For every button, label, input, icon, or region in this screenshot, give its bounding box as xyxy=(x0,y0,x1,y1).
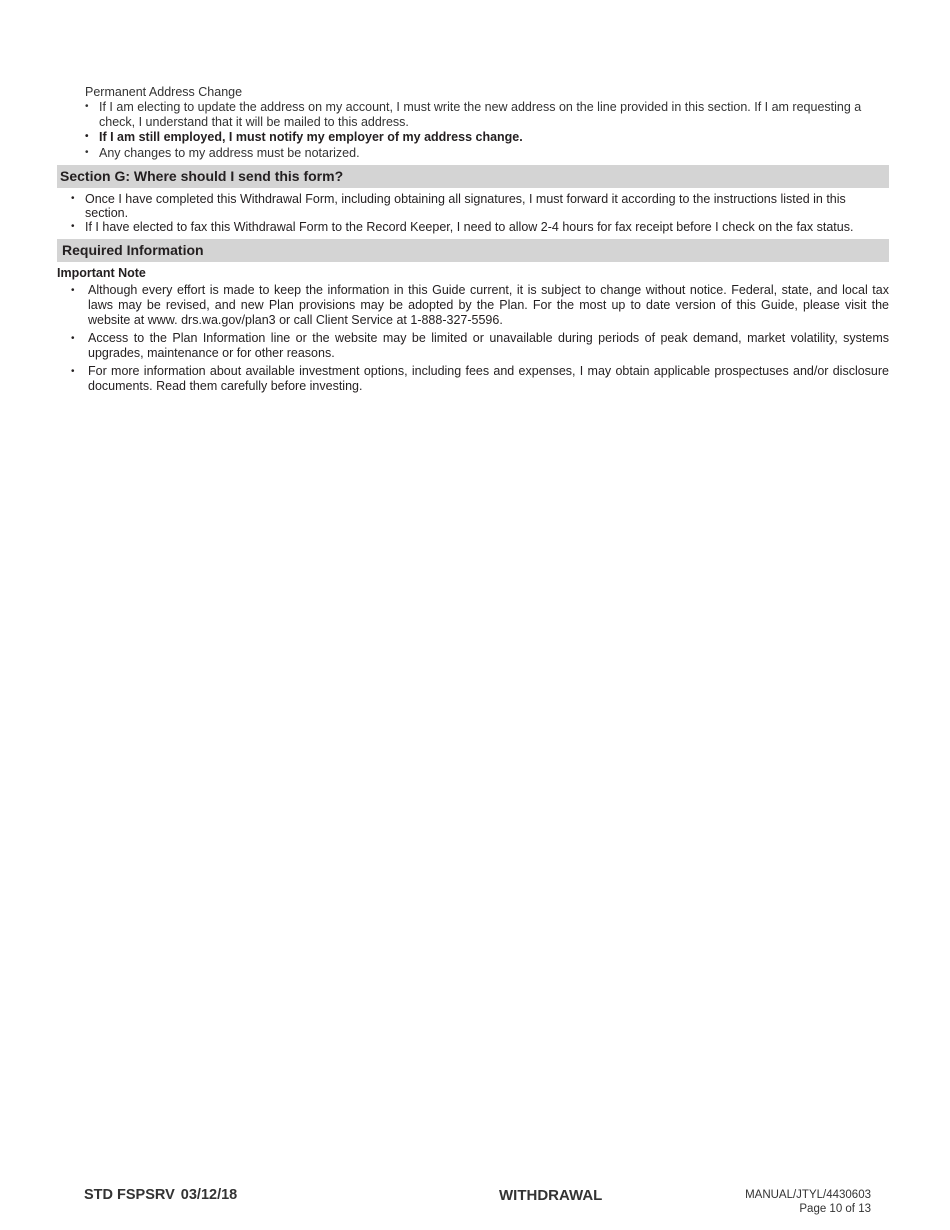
address-change-item: • If I am still employed, I must notify my employer of my address change. xyxy=(85,130,889,145)
form-code-label xyxy=(84,1187,237,1203)
section-g-item: • If I have elected to fax this Withdrawal Form to the Record Keeper, I need to allow 2-4 hours for fax receipt before I check on the fax status. xyxy=(71,220,889,234)
document-reference xyxy=(745,1188,871,1216)
important-note-list xyxy=(71,283,889,394)
document-type: WITHDRAWAL xyxy=(499,1187,603,1204)
address-change-heading: Permanent Address Change xyxy=(85,85,243,99)
page-number: Page 10 of 13 xyxy=(799,1203,871,1215)
section-g-list xyxy=(71,192,889,234)
section-g-header: Section G: Where should I send this form? xyxy=(57,165,889,188)
page-body xyxy=(57,85,889,397)
page-footer xyxy=(0,1185,950,1225)
important-note-item: • For more information about available investment options, including fees and expenses, I may obtain applicable prospectuses and/or disclosure documents. Read them carefully before investing. xyxy=(71,364,889,394)
required-information-header: Required Information xyxy=(57,239,889,262)
address-change-list xyxy=(85,100,889,160)
form-date: 03/12/18 xyxy=(180,1187,238,1203)
important-note-item: • Access to the Plan Information line or the website may be limited or unavailable during periods of peak demand, market volatility, systems upgrades, maintenance or for other reasons. xyxy=(71,331,889,361)
important-note-item: • Although every effort is made to keep the information in this Guide current, it is subject to change without notice. Federal, state, and local tax laws may be revised, and new Plan provisions may be adopted by the Plan. For the most up to date version of this Guide, please visit the website at www. drs.wa.gov/plan3 or call Client Service at 1-888-327-5596. xyxy=(71,283,889,328)
address-change-item: • If I am electing to update the address on my account, I must write the new address on the line provided in this section. If I am requesting a check, I understand that it will be mailed to this address. xyxy=(85,100,889,129)
document-id: MANUAL/JTYL/4430603 xyxy=(745,1189,871,1201)
address-change-item: • Any changes to my address must be notarized. xyxy=(85,146,889,161)
important-note-heading: Important Note xyxy=(57,266,146,280)
form-code: STD FSPSRV xyxy=(84,1187,175,1203)
section-g-item: • Once I have completed this Withdrawal Form, including obtaining all signatures, I must forward it according to the instructions listed in this section. xyxy=(71,192,889,220)
